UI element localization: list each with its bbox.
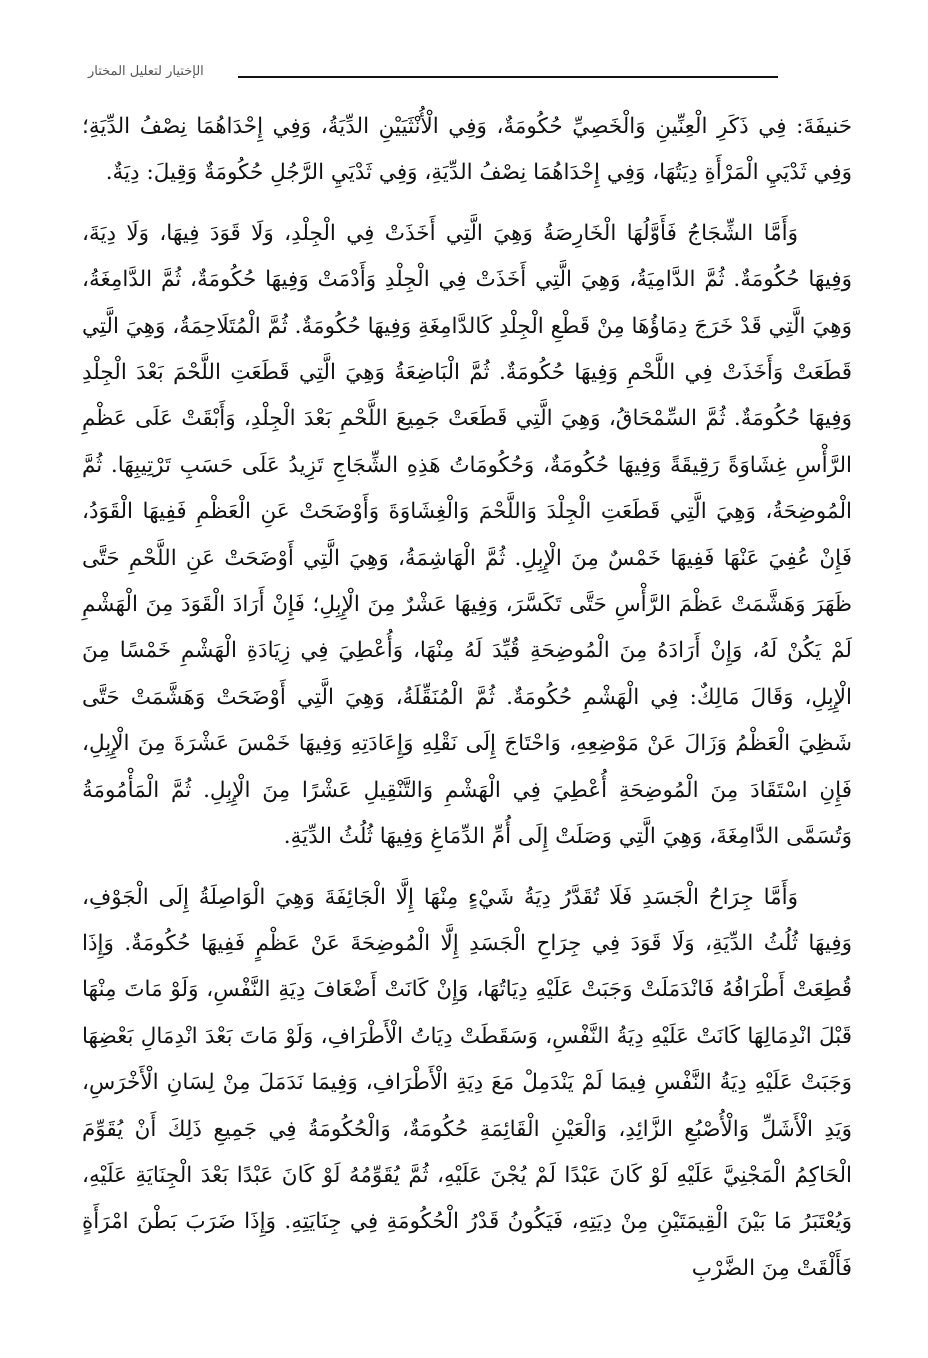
- running-header: [88, 62, 778, 86]
- paragraph-body-wounds: وَأَمَّا جِرَاحُ الْجَسَدِ فَلَا تُقَدَّرُ دِيَةُ شَيْءٍ مِنْهَا إِلَّا الْجَائِفَةَ وَهِيَ الْوَاصِلَةُ إِلَى الْجَوْفِ، وَفِيهَا ثُلُثُ الدِّيَةِ، وَلَا قَوَدَ فِي جِرَاحِ الْجَسَدِ إِلَّا الْمُوضِحَةَ عَنْ عَظْمٍ فَفِيهَا حُكُومَةٌ. وَإِذَا قُطِعَتْ أَطْرَافُهُ فَانْدَمَلَتْ وَجَبَتْ عَلَيْهِ دِيَاتُهَا، وَإِنْ كَانَتْ أَضْعَافَ دِيَةِ النَّفْسِ، وَلَوْ مَاتَ مِنْهَا قَبْلَ انْدِمَالِهَا كَانَتْ عَلَيْهِ دِيَةُ النَّفْسِ، وَسَقَطَتْ دِيَاتُ الْأَطْرَافِ، وَلَوْ مَاتَ بَعْدَ انْدِمَالِ بَعْضِهَا وَجَبَتْ عَلَيْهِ دِيَةُ النَّفْسِ فِيمَا لَمْ يَنْدَمِلْ مَعَ دِيَةِ الْأَطْرَافِ، وَفِيمَا نَدَمَلَ مِنْ لِسَانِ الْأَخْرَسِ، وَيَدِ الْأَشَلِّ وَالْأُصْبُعِ الزَّائِدِ، وَالْعَيْنِ الْقَائِمَةِ حُكُومَةٌ، وَالْحُكُومَةُ فِي جَمِيعِ ذَلِكَ أَنْ يُقَوِّمَ الْحَاكِمُ الْمَجْنِيَّ عَلَيْهِ لَوْ كَانَ عَبْدًا لَمْ يُجْنَ عَلَيْهِ، ثُمَّ يُقَوِّمُهُ لَوْ كَانَ عَبْدًا بَعْدَ الْجِنَايَةِ عَلَيْهِ، وَيُعْتَبَرُ مَا بَيْنَ الْقِيمَتَيْنِ مِنْ دِيَتِهِ، فَيَكُونُ قَدْرُ الْحُكُومَةِ فِي جِنَايَتِهِ. وَإِذَا ضَرَبَ بَطْنَ امْرَأَةٍ فَأَلْقَتْ مِنَ الضَّرْبِ: [82, 884, 852, 1281]
- header-title: الإختيار لتعليل المختار: [88, 64, 204, 79]
- body-text: [82, 104, 852, 1292]
- paragraph-head-wounds: وَأَمَّا الشِّجَاجُ فَأَوَّلُهَا الْخَارِصَةُ وَهِيَ الَّتِي أَخَذَتْ فِي الْجِلْدِ، وَلَا قَوَدَ فِيهَا، وَلَا دِيَةَ، وَفِيهَا حُكُومَةٌ. ثُمَّ الدَّامِيَةُ، وَهِيَ الَّتِي أَخَذَتْ فِي الْجِلْدِ وَأَدْمَتْ وَفِيهَا حُكُومَةٌ، ثُمَّ الدَّامِغَةُ، وَهِيَ الَّتِي قَدْ خَرَجَ دِمَاؤُهَا مِنْ قَطْعِ الْجِلْدِ كَالدَّامِغَةِ وَفِيهَا حُكُومَةٌ. ثُمَّ الْمُتَلَاحِمَةُ، وَهِيَ الَّتِي قَطَعَتْ وَأَخَذَتْ فِي اللَّحْمِ وَفِيهَا حُكُومَةٌ. ثُمَّ الْبَاضِعَةُ وَهِيَ الَّتِي قَطَعَتِ اللَّحْمَ بَعْدَ الْجِلْدِ وَفِيهَا حُكُومَةٌ. ثُمَّ السِّمْحَاقُ، وَهِيَ الَّتِي قَطَعَتْ جَمِيعَ اللَّحْمِ بَعْدَ الْجِلْدِ، وَأَبْقَتْ عَلَى عَظْمِ الرَّأْسِ غِشَاوَةً رَقِيقَةً وَفِيهَا حُكُومَةٌ، وَحُكُومَاتُ هَذِهِ الشِّجَاجِ تَزِيدُ عَلَى حَسَبِ تَرْتِيبِهَا. ثُمَّ الْمُوضِحَةُ، وَهِيَ الَّتِي قَطَعَتِ الْجِلْدَ وَاللَّحْمَ وَالْغِشَاوَةَ وَأَوْضَحَتْ عَنِ الْعَظْمِ فَفِيهَا الْقَوَدُ، فَإِنْ عُفِيَ عَنْهَا فَفِيهَا خَمْسٌ مِنَ الْإِبِلِ. ثُمَّ الْهَاشِمَةُ، وَهِيَ الَّتِي أَوْضَحَتْ عَنِ اللَّحْمِ حَتَّى ظَهَرَ وَهَشَّمَتْ عَظْمَ الرَّأْسِ حَتَّى تَكَسَّرَ، وَفِيهَا عَشْرٌ مِنَ الْإِبِلِ؛ فَإِنْ أَرَادَ الْقَوَدَ مِنَ الْهَشْمِ لَمْ يَكُنْ لَهُ، وَإِنْ أَرَادَهُ مِنَ الْمُوضِحَةِ قُيِّدَ لَهُ مِنْهَا، وَأُعْطِيَ فِي زِيَادَةِ الْهَشْمِ خَمْسًا مِنَ الْإِبِلِ، وَقَالَ مَالِكٌ: فِي الْهَشْمِ حُكُومَةٌ. ثُمَّ الْمُنَقِّلَةُ، وَهِيَ الَّتِي أَوْضَحَتْ وَهَشَّمَتْ حَتَّى شَظِيَ الْعَظْمُ وَزَالَ عَنْ مَوْضِعِهِ، وَاحْتَاجَ إِلَى نَقْلِهِ وَإِعَادَتِهِ وَفِيهَا خَمْسَ عَشْرَةَ مِنَ الْإِبِلِ، فَإِنِ اسْتَقَادَ مِنَ الْمُوضِحَةِ أُعْطِيَ فِي الْهَشْمِ وَالتَّنْقِيلِ عَشْرًا مِنَ الْإِبِلِ. ثُمَّ الْمَأْمُومَةُ وَتُسَمَّى الدَّامِغَةَ، وَهِيَ الَّتِي وَصَلَتْ إِلَى أُمِّ الدِّمَاغِ وَفِيهَا ثُلُثُ الدِّيَةِ.: [82, 220, 852, 850]
- paragraph-testicles-breasts: حَنيفَةَ: فِي ذَكَرِ الْعِنِّينِ وَالْخَصِيِّ حُكُومَةٌ، وَفِي الْأُنْثَيَيْنِ الدِّيَةُ، وَفِي إِحْدَاهُمَا نِصْفُ الدِّيَةِ؛ وَفِي ثَدْيَيِ الْمَرْأَةِ دِيَتُهَا، وَفِي إِحْدَاهُمَا نِصْفُ الدِّيَةِ، وَفِي ثَدْيَيِ الرَّجُلِ حُكُومَةٌ وَقِيلَ: دِيَةٌ.: [82, 114, 852, 186]
- header-rule: [238, 76, 778, 78]
